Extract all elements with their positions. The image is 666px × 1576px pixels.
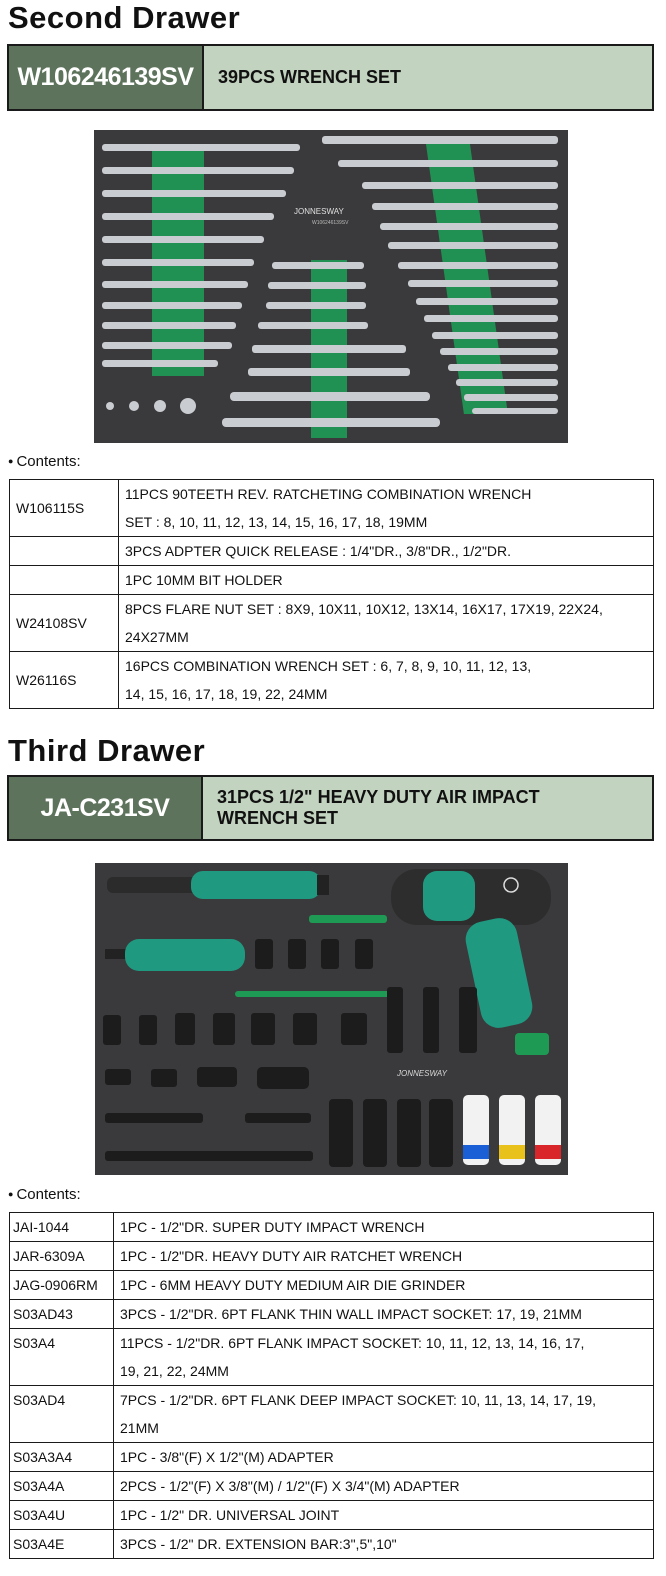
description-line: 11PCS - 1/2"DR. 6PT FLANK IMPACT SOCKET: 10, 11, 12, 13, 14, 16, 17, — [120, 1335, 585, 1351]
item-description — [114, 1242, 654, 1271]
tray-brand-label: JONNESWAY — [294, 207, 344, 216]
item-code: JAI-1044 — [10, 1213, 114, 1242]
description-line: 7PCS - 1/2"DR. 6PT FLANK DEEP IMPACT SOCKET: 10, 11, 13, 14, 17, 19, — [120, 1392, 596, 1408]
description-line: 16PCS COMBINATION WRENCH SET : 6, 7, 8, 9, 10, 11, 12, 13, — [125, 658, 532, 674]
item-code: W106115S — [10, 480, 119, 537]
description-line: 11PCS 90TEETH REV. RATCHETING COMBINATION WRENCH — [125, 486, 532, 502]
table-row — [10, 1386, 654, 1443]
item-code: S03AD43 — [10, 1300, 114, 1329]
impact-set-tray-photo — [95, 863, 568, 1175]
table-row — [10, 1472, 654, 1501]
second-drawer-code: W106246139SV — [9, 46, 204, 109]
tray-code-label: W106246139SV — [312, 220, 349, 226]
item-description — [114, 1530, 654, 1559]
table-row — [10, 1501, 654, 1530]
item-code: S03A4E — [10, 1530, 114, 1559]
second-drawer-title: Second Drawer — [8, 0, 241, 35]
item-description — [114, 1300, 654, 1329]
second-drawer-contents-label: ● Contents: — [8, 453, 81, 470]
set-name-line: WRENCH SET — [217, 808, 338, 828]
table-row — [10, 1300, 654, 1329]
item-description — [114, 1329, 654, 1386]
third-drawer-contents-table — [9, 1212, 654, 1559]
second-drawer-set-name: 39PCS WRENCH SET — [218, 67, 402, 87]
item-description — [119, 480, 654, 537]
item-description — [114, 1271, 654, 1300]
table-row — [10, 1530, 654, 1559]
third-drawer-contents-label: ● Contents: — [8, 1186, 81, 1203]
third-drawer-banner — [7, 775, 654, 841]
item-code: S03A3A4 — [10, 1443, 114, 1472]
third-drawer-set-name — [203, 777, 540, 839]
item-code: S03A4U — [10, 1501, 114, 1530]
item-description — [119, 566, 654, 595]
third-drawer-code: JA-C231SV — [9, 777, 203, 839]
description-line: 1PC 10MM BIT HOLDER — [125, 572, 283, 588]
description-line: 19, 21, 22, 24MM — [120, 1363, 229, 1379]
table-row — [10, 480, 654, 537]
item-code: W26116S — [10, 652, 119, 709]
description-line: 8PCS FLARE NUT SET : 8X9, 10X11, 10X12, 13X14, 16X17, 17X19, 22X24, — [125, 601, 603, 617]
item-description — [114, 1472, 654, 1501]
item-code: JAG-0906RM — [10, 1271, 114, 1300]
impact-tray-illustration — [95, 863, 568, 1175]
item-code: S03AD4 — [10, 1386, 114, 1443]
description-line: 14, 15, 16, 17, 18, 19, 22, 24MM — [125, 686, 328, 702]
item-code: S03A4 — [10, 1329, 114, 1386]
description-line: 21MM — [120, 1420, 159, 1436]
item-code: S03A4A — [10, 1472, 114, 1501]
table-row — [10, 566, 654, 595]
description-line: 3PCS ADPTER QUICK RELEASE : 1/4"DR., 3/8"DR., 1/2"DR. — [125, 543, 512, 559]
item-description — [114, 1501, 654, 1530]
set-name-line: 31PCS 1/2" HEAVY DUTY AIR IMPACT — [217, 787, 540, 807]
description-line: 3PCS - 1/2" DR. EXTENSION BAR:3",5",10" — [120, 1536, 397, 1552]
description-line: 1PC - 6MM HEAVY DUTY MEDIUM AIR DIE GRINDER — [120, 1277, 466, 1293]
description-line: 3PCS - 1/2"DR. 6PT FLANK THIN WALL IMPACT SOCKET: 17, 19, 21MM — [120, 1306, 582, 1322]
item-description — [119, 595, 654, 652]
description-line: SET : 8, 10, 11, 12, 13, 14, 15, 16, 17, 18, 19MM — [125, 514, 428, 530]
item-description — [119, 652, 654, 709]
table-row — [10, 537, 654, 566]
wrench-tray-illustration — [94, 130, 568, 443]
item-description — [119, 537, 654, 566]
table-row — [10, 595, 654, 652]
description-line: 1PC - 1/2" DR. UNIVERSAL JOINT — [120, 1507, 340, 1523]
item-description — [114, 1386, 654, 1443]
table-row — [10, 1213, 654, 1242]
tray-brand-label: JONNESWAY — [397, 1069, 447, 1078]
second-drawer-banner — [7, 44, 654, 111]
description-line: 1PC - 1/2"DR. SUPER DUTY IMPACT WRENCH — [120, 1219, 425, 1235]
second-drawer-contents-table — [9, 479, 654, 709]
item-description — [114, 1213, 654, 1242]
table-row — [10, 1242, 654, 1271]
wrench-set-tray-photo — [94, 130, 568, 443]
description-line: 2PCS - 1/2"(F) X 3/8"(M) / 1/2"(F) X 3/4"(M) ADAPTER — [120, 1478, 460, 1494]
table-row — [10, 1443, 654, 1472]
item-code: W24108SV — [10, 595, 119, 652]
table-row — [10, 652, 654, 709]
item-code — [10, 537, 119, 566]
item-description — [114, 1443, 654, 1472]
item-code — [10, 566, 119, 595]
table-row — [10, 1271, 654, 1300]
description-line: 1PC - 1/2"DR. HEAVY DUTY AIR RATCHET WRENCH — [120, 1248, 463, 1264]
description-line: 24X27MM — [125, 629, 189, 645]
third-drawer-title: Third Drawer — [8, 733, 206, 768]
item-code: JAR-6309A — [10, 1242, 114, 1271]
description-line: 1PC - 3/8"(F) X 1/2"(M) ADAPTER — [120, 1449, 334, 1465]
table-row — [10, 1329, 654, 1386]
